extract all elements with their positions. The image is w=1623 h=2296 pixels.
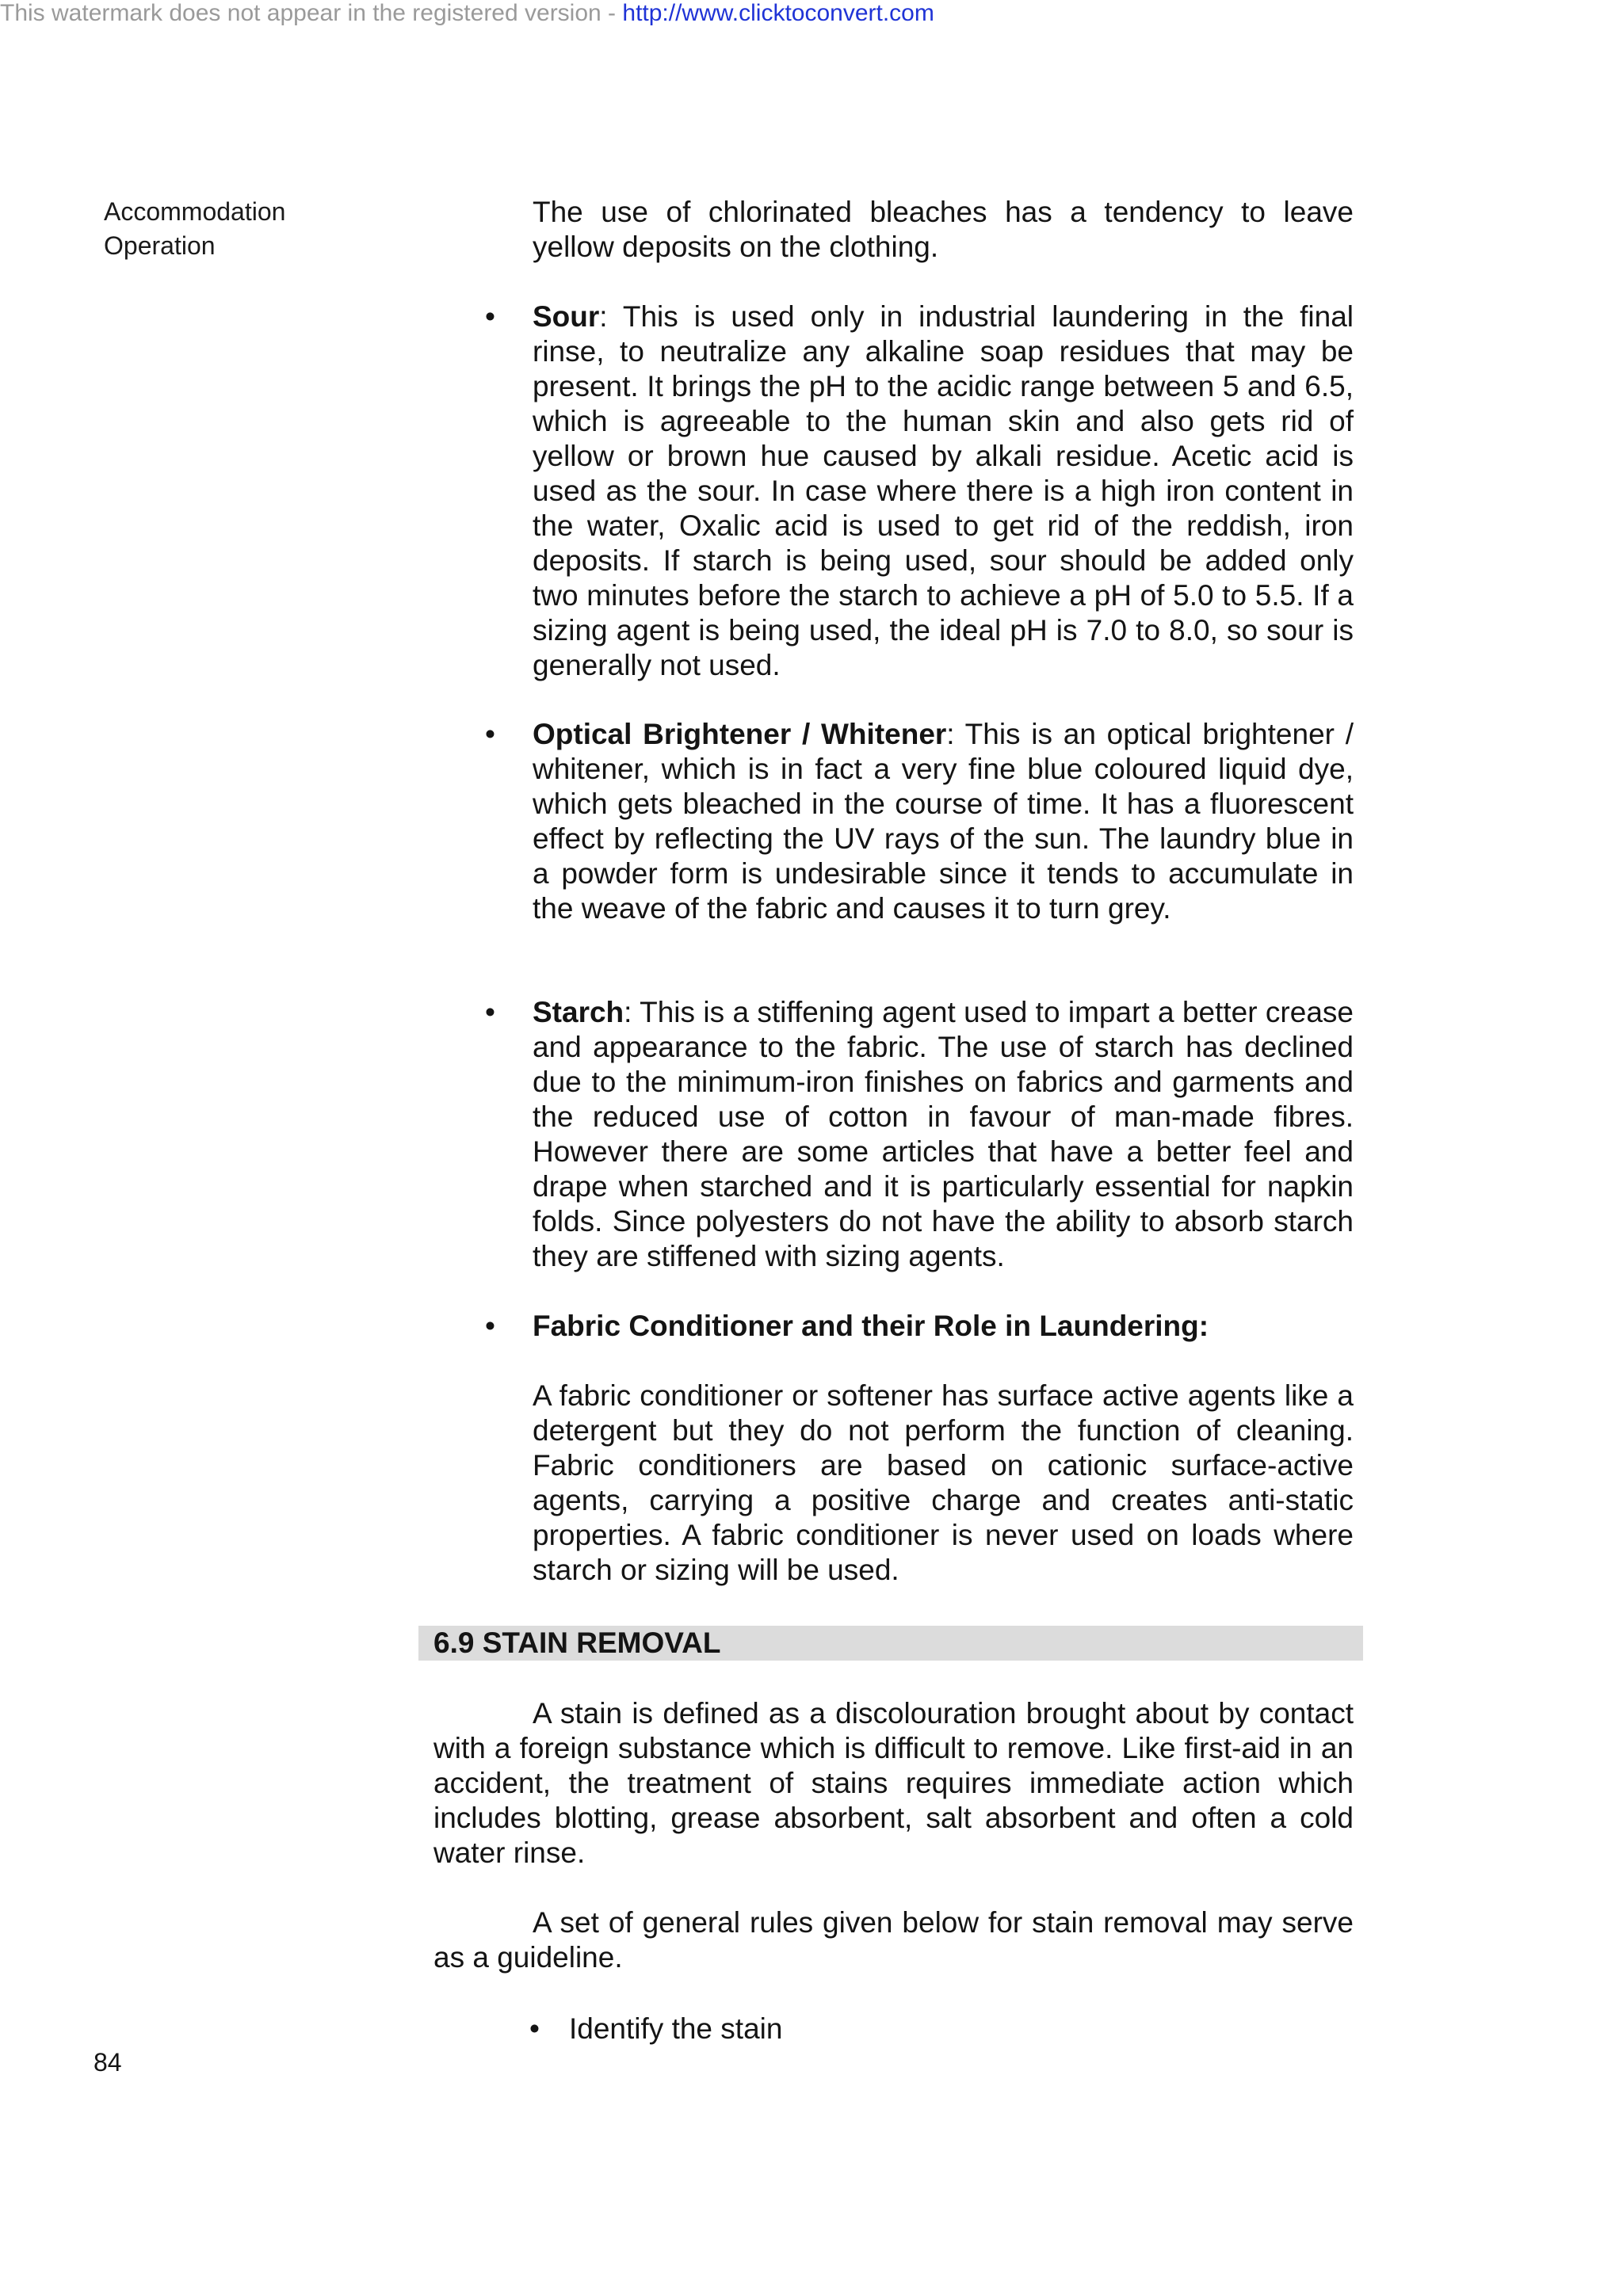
desc-optical-brightener: : This is an optical brightener / whitener, which is in fact a very fine blue coloured liquid dye, which gets bleached in the course of time. It has a fluorescent effect by reflecting the UV rays of the sun. The laundry blue in a powder form is undesirable since it tends to accumulate in the weave of the fabric and causes it to turn grey. (533, 718, 1354, 925)
watermark-link[interactable]: http://www.clicktoconvert.com (622, 0, 934, 26)
desc-sour: : This is used only in industrial laundering in the final rinse, to neutralize any alkaline soap residues that may be present. It brings the pH to the acidic range between 5 and 6.5, which is agreeable to the human skin and also gets rid of yellow or brown hue caused by alkali residue. Acetic acid is used as the sour. In case where there is a high iron content in the water, Oxalic acid is used to get rid of the reddish, iron deposits. If starch is being used, sour should be added only two minutes before the starch to achieve a pH of 5.0 to 5.5. If a sizing agent is being used, the ideal pH is 7.0 to 8.0, so sour is generally not used. (533, 300, 1354, 681)
bullet-optical-brightener (533, 717, 1354, 926)
section-heading: 6.9 STAIN REMOVAL (433, 1627, 721, 1659)
term-fabric-conditioner: Fabric Conditioner and their Role in Laundering: (533, 1310, 1209, 1342)
stain-rules-paragraph (433, 1905, 1354, 1975)
stain-definition-text: A stain is defined as a discolouration brought about by contact with a foreign substance which is difficult to remove. Like first-aid in an accident, the treatment of stains requires immediate action which includes blotting, grease absorbent, salt absorbent and often a cold water rinse. (433, 1697, 1354, 1869)
list-item-identify-stain: Identify the stain (569, 2012, 783, 2045)
bullet-dot: • (485, 718, 495, 750)
watermark-text: This watermark does not appear in the registered version - (0, 0, 623, 26)
bullet-dot: • (529, 2012, 540, 2045)
term-optical-brightener: Optical Brightener / Whitener (533, 718, 947, 750)
bullet-sour (533, 299, 1354, 683)
term-starch: Starch (533, 996, 624, 1028)
watermark-notice (0, 0, 934, 27)
bullet-dot: • (485, 996, 495, 1028)
bullet-dot: • (485, 1310, 495, 1342)
intro-paragraph: The use of chlorinated bleaches has a tendency to leave yellow deposits on the clothing. (533, 196, 1354, 263)
stain-rules-text: A set of general rules given below for stain removal may serve as a guideline. (433, 1906, 1354, 1974)
bullet-dot: • (485, 300, 495, 333)
running-header (104, 195, 285, 263)
page-number: 84 (94, 2048, 122, 2077)
running-header-line2: Operation (104, 231, 216, 260)
desc-starch: : This is a stiffening agent used to impart a better crease and appearance to the fabric. The use of starch has declined due to the minimum-iron finishes on fabrics and garments and the reduced use of cotton in favour of man-made fibres. However there are some articles that have a better feel and drape when starched and it is particularly essential for napkin folds. Since polyesters do not have the ability to absorb starch they are stiffened with sizing agents. (533, 996, 1354, 1272)
stain-definition-paragraph (433, 1696, 1354, 1871)
running-header-line1: Accommodation (104, 197, 286, 226)
term-sour: Sour (533, 300, 600, 333)
desc-fabric-conditioner: A fabric conditioner or softener has surface active agents like a detergent but they do not perform the function of cleaning. Fabric conditioners are based on cationic surface-active agents, carrying a positive charge and creates anti-static properties. A fabric conditioner is never used on loads where starch or sizing will be used. (533, 1379, 1354, 1586)
bullet-starch (533, 995, 1354, 1274)
